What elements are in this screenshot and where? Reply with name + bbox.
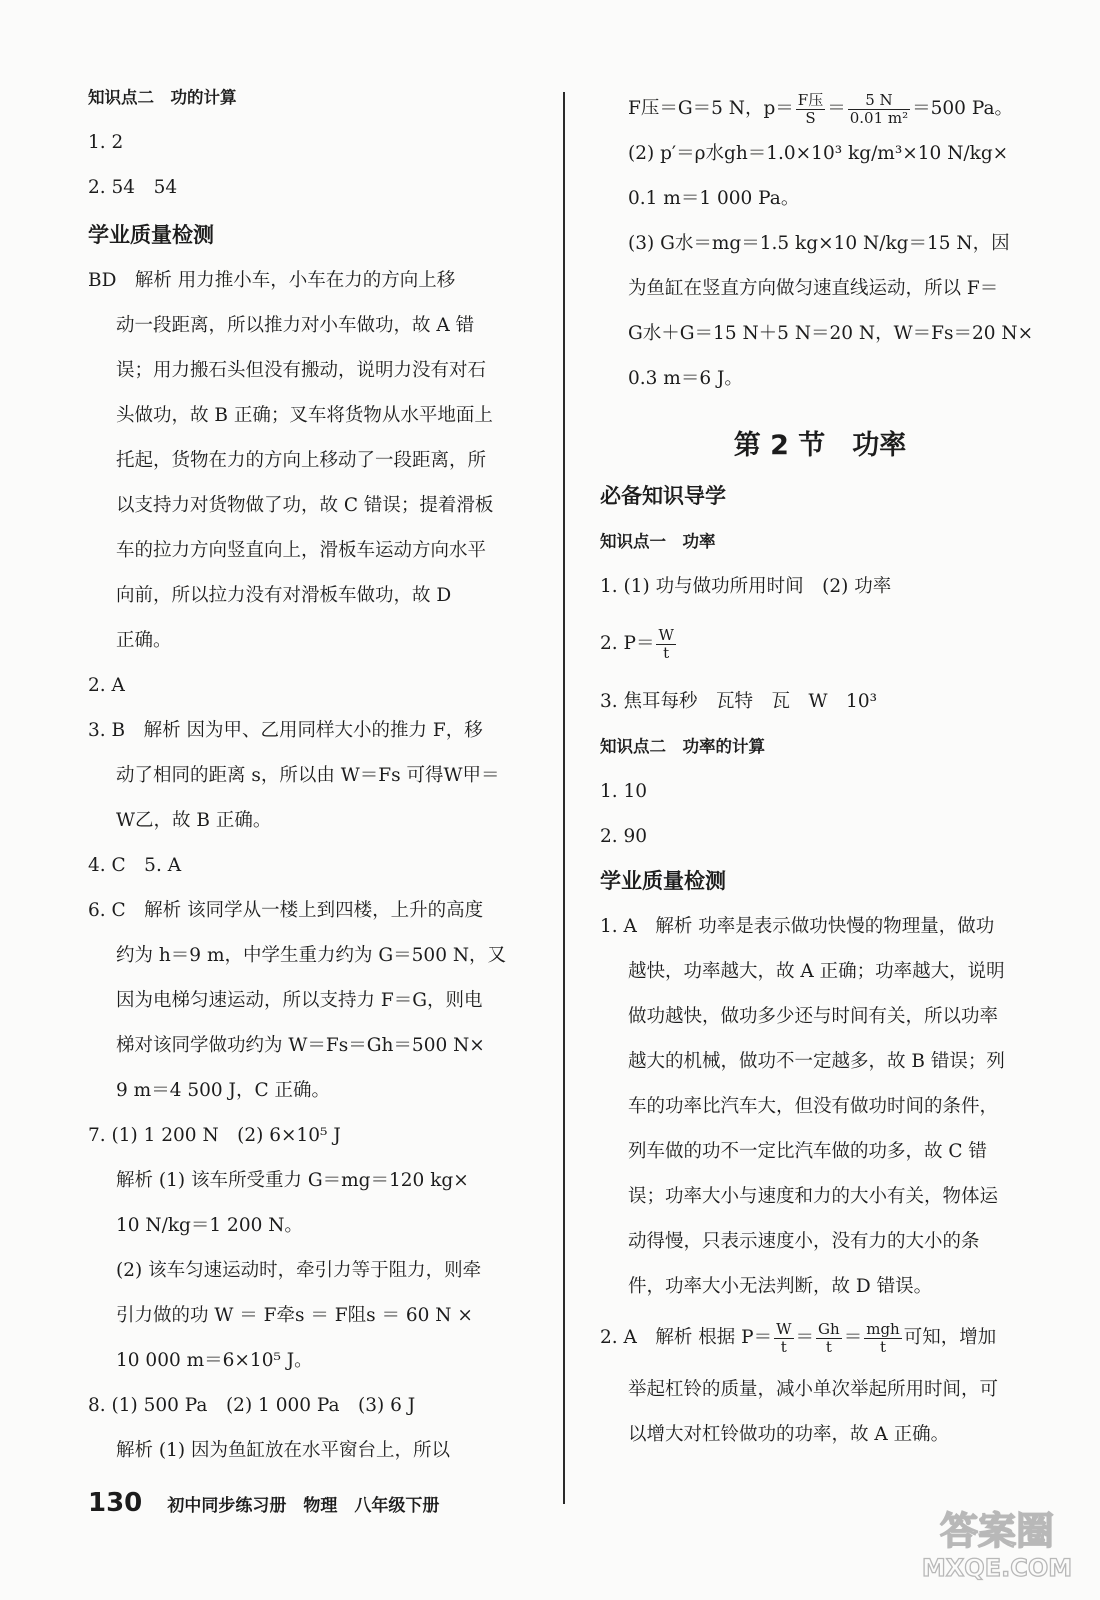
r-q1-line: 越大的机械，做功不一定越多，故 B 错误；列 — [628, 1051, 1005, 1072]
page-footer — [88, 1488, 439, 1518]
watermark-bottom: MXQE.COM — [922, 1554, 1072, 1582]
r-q1-line: 越快，功率越大，故 A 正确；功率越大，说明 — [628, 961, 1005, 982]
fraction: $\frac{Gh}{t}$ — [818, 1319, 840, 1356]
r-q1-line: 列车做的功不一定比汽车做的功多，故 C 错 — [628, 1141, 987, 1162]
q3-line: W乙，故 B 正确。 — [116, 810, 272, 831]
quality-heading: 学业质量检测 — [88, 223, 214, 247]
kp1-answer-3: 3. 焦耳每秒 瓦特 瓦 W 10³ — [600, 691, 878, 712]
q1-line: 托起，货物在力的方向上移动了一段距离，所 — [116, 450, 487, 471]
q8-line: 0.1 m＝1 000 Pa。 — [628, 188, 800, 209]
page-number: 130 — [88, 1488, 143, 1518]
must-know-heading: 必备知识导学 — [600, 484, 726, 508]
q8-line: (2) p′＝ρ水gh＝1.0×10³ kg/m³×10 N/kg× — [628, 143, 1009, 164]
q1-line: 头做功，故 B 正确；叉车将货物从水平地面上 — [116, 405, 493, 426]
q1-line: 以支持力对货物做了功，故 C 错误；提着滑板 — [116, 495, 494, 516]
q7-line: 10 000 m＝6×10⁵ J。 — [116, 1350, 313, 1371]
q8-formula-line: F压＝G＝5 N，p＝ $\frac{\text{F压}}{S}$ ＝ $\frac{5 N}{\text{0.01 m²}}$ ＝500 Pa。 — [628, 90, 1013, 127]
q8-line: (3) G水＝mg＝1.5 kg×10 N/kg＝15 N，因 — [628, 233, 1010, 254]
kp1-answer-2: 2. P＝ $\frac{W}{t}$ — [600, 625, 674, 662]
q1-line: 正确。 — [116, 630, 172, 651]
kp2-answer-1: 1. 2 — [88, 132, 124, 153]
q1-line: 误；用力搬石头但没有搬动，说明力没有对石 — [116, 360, 487, 381]
q7-line: 10 N/kg＝1 200 N。 — [116, 1215, 303, 1236]
r-q2-formula-line: 2. A 解析 根据 P＝ $\frac{W}{t}$ ＝ $\frac{Gh}{t}$ ＝ $\frac{\text{mgh}}{t}$ 可知，增加 — [600, 1319, 997, 1356]
q7-line: 解析 (1) 该车所受重力 G＝mg＝120 kg× — [116, 1170, 469, 1191]
q8-line: 解析 (1) 因为鱼缸放在水平窗台上，所以 — [116, 1440, 450, 1461]
fraction: $\frac{W}{t}$ — [658, 625, 674, 662]
r-q1-line: 1. A 解析 功率是表示做功快慢的物理量，做功 — [600, 916, 995, 937]
watermark-logo — [922, 1500, 1072, 1582]
q1-line: BD 解析 用力推小车，小车在力的方向上移 — [88, 270, 456, 291]
fraction: $\frac{W}{t}$ — [776, 1319, 792, 1356]
q8-line: 为鱼缸在竖直方向做匀速直线运动，所以 F＝ — [628, 278, 999, 299]
column-divider — [563, 92, 565, 1504]
kp1-answer-1: 1. (1) 功与做功所用时间 (2) 功率 — [600, 576, 892, 597]
q2-answer: 2. A — [88, 675, 125, 696]
q7-line: 引力做的功 W ＝ F牵s ＝ F阻s ＝ 60 N × — [116, 1305, 473, 1326]
quality-heading: 学业质量检测 — [600, 869, 726, 893]
kp2-heading: 知识点二 功的计算 — [88, 88, 237, 107]
fraction: $\frac{5 N}{\text{0.01 m²}}$ — [849, 90, 909, 127]
r-q2-line: 以增大对杠铃做功的功率，故 A 正确。 — [628, 1424, 950, 1445]
fraction: $\frac{\text{mgh}}{t}$ — [866, 1319, 900, 1356]
q6-line: 约为 h＝9 m，中学生重力约为 G＝500 N，又 — [116, 945, 507, 966]
r-q1-line: 误；功率大小与速度和力的大小有关，物体运 — [628, 1186, 999, 1207]
watermark-top: 答案圈 — [939, 1509, 1055, 1553]
q4-5-answer: 4. C 5. A — [88, 855, 182, 876]
q8-line: G水＋G＝15 N＋5 N＝20 N，W＝Fs＝20 N× — [628, 323, 1034, 344]
right-continuation — [600, 86, 1040, 401]
kp2-heading: 知识点二 功率的计算 — [600, 737, 765, 756]
q6-line: 6. C 解析 该同学从一楼上到四楼，上升的高度 — [88, 900, 484, 921]
q7-line: (2) 该车匀速运动时，牵引力等于阻力，则牵 — [116, 1260, 482, 1281]
r-q1-line: 件，功率大小无法判断，故 D 错误。 — [628, 1276, 933, 1297]
q8-line: 0.3 m＝6 J。 — [628, 368, 743, 389]
q3-line: 动了相同的距离 s，所以由 W＝Fs 可得W甲＝ — [116, 765, 500, 786]
kp2-answer-2: 2. 90 — [600, 826, 648, 847]
r-q1-line: 动得慢，只表示速度小，没有力的大小的条 — [628, 1231, 980, 1252]
q7-line: 7. (1) 1 200 N (2) 6×10⁵ J — [88, 1125, 341, 1146]
q1-line: 向前，所以拉力没有对滑板车做功，故 D — [116, 585, 452, 606]
section-2 — [600, 418, 1040, 1457]
r-q1-line: 车的功率比汽车大，但没有做功时间的条件， — [628, 1096, 999, 1117]
section-title: 第 2 节 功率 — [733, 430, 907, 461]
left-section-kp2 — [88, 75, 528, 210]
q6-line: 9 m＝4 500 J，C 正确。 — [116, 1080, 330, 1101]
q3-line: 3. B 解析 因为甲、乙用同样大小的推力 F，移 — [88, 720, 483, 741]
q6-line: 因为电梯匀速运动，所以支持力 F＝G，则电 — [116, 990, 483, 1011]
kp2-answer-2: 2. 54 54 — [88, 177, 178, 198]
fraction: $\frac{\text{F压}}{S}$ — [797, 90, 824, 127]
q1-line: 车的拉力方向竖直向上，滑板车运动方向水平 — [116, 540, 487, 561]
kp1-heading: 知识点一 功率 — [600, 532, 716, 551]
q6-line: 梯对该同学做功约为 W＝Fs＝Gh＝500 N× — [116, 1035, 485, 1056]
q1-line: 动一段距离，所以推力对小车做功，故 A 错 — [116, 315, 475, 336]
left-quality-section — [88, 213, 528, 1473]
r-q1-line: 做功越快，做功多少还与时间有关，所以功率 — [628, 1006, 999, 1027]
q8-line: 8. (1) 500 Pa (2) 1 000 Pa (3) 6 J — [88, 1395, 416, 1416]
kp2-answer-1: 1. 10 — [600, 781, 648, 802]
r-q2-line: 举起杠铃的质量，减小单次举起所用时间，可 — [628, 1379, 999, 1400]
book-title: 初中同步练习册 物理 八年级下册 — [167, 1496, 440, 1516]
